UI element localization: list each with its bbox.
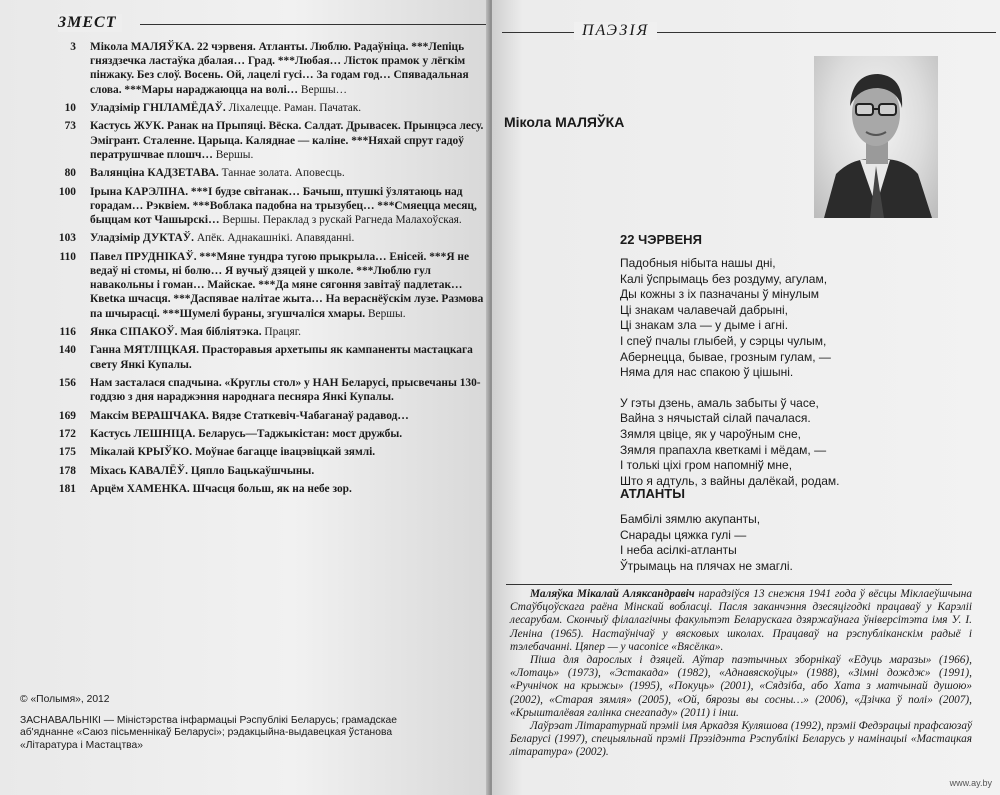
toc-title: Міхась КАВАЛЁЎ. Цяпло Бацькаўшчыны.: [90, 464, 315, 477]
contents-header: [30, 10, 490, 36]
toc-genre: Вершы.: [212, 148, 254, 161]
toc-entry: [48, 427, 486, 441]
poem-line: Падобныя нібыта нашы дні,: [620, 256, 776, 270]
founders: ЗАСНАВАЛЬНІКІ — Міністэрства інфармацыі Рэспублікі Беларусь; грамадскае аб'яднанне «Саюз пісьменнікаў Беларусі»; рэдакцыйна-выдавецкая ўстанова «Літаратура і Мастацтва»: [20, 714, 397, 751]
toc-page-number: 3: [70, 41, 76, 53]
poem-line: Абернецца, бывае, грозным гулам, —: [620, 349, 831, 364]
bio-paragraph: Лаўрэат Літаратурнай прэміі імя Аркадзя Куляшова (1992), прэміі Федэрацыі прафсаюзаў Беларусі (1997), спецыяльнай прэміі Прэзідэнта Рэспублікі Беларусь у намінацыі «Мастацкая літаратура» (2002).: [510, 720, 972, 759]
toc-genre: Вершы.: [365, 307, 406, 320]
toc-entry: [48, 185, 486, 228]
copyright: © «Полымя», 2012: [20, 694, 110, 705]
toc-genre: Ліхалецце. Раман. Пачатак.: [225, 102, 362, 114]
toc-entry: [48, 231, 486, 245]
poem-line: І толькі ціхі гром напомніў мне,: [620, 458, 793, 473]
poem-line: Ўтрымаць на плячах не змаглі.: [620, 558, 793, 573]
toc-entry: [48, 325, 486, 339]
contents-title: ЗМЕСТ: [58, 14, 122, 32]
toc-title: Нам засталася спадчына. «Круглы стол» у НАН Беларусі, прысвечаны 130-годдзю з дня нараджэння народнага песняра Янкі Купалы.: [90, 376, 481, 404]
poem-line: Што я адтуль, з вайны далёкай, родам.: [620, 473, 840, 488]
section-title: ПАЭЗІЯ: [574, 22, 657, 40]
poem-line: Бамбілі зямлю акупанты,: [620, 512, 761, 526]
poem-body: [620, 256, 839, 504]
poem-stanza: [620, 396, 839, 490]
poem-line: Ці знакам зла — у дыме і агні.: [620, 318, 789, 333]
toc-genre: Вершы…: [298, 83, 348, 96]
toc-title: Мікола МАЛЯЎКА. 22 чэрвеня. Атланты. Люблю. Радаўніца. ***Лепіць гняздзечка ластаўка дбалая… Град. ***Любая… Лісток прамок у лёгкім пінжаку. Без слоў. Восень. Ой, лацелі гусі… За годам год… Спявадальная слова. ***Мары нараджаюцца на волі…: [90, 41, 469, 96]
poem-stanza: [620, 512, 793, 574]
right-page: [492, 0, 1000, 795]
toc-page-number: 10: [64, 102, 76, 114]
toc-entry: [48, 482, 486, 496]
author-photo: [814, 56, 938, 218]
poem-line: Зямля прапахла кветкамі і мёдам, —: [620, 442, 827, 457]
watermark: www.ay.by: [949, 778, 992, 788]
toc-genre: Апёк. Аднакашнікі. Апавяданні.: [193, 232, 355, 245]
toc-title: Уладзімір ГНІЛАМЁДАЎ.: [90, 102, 226, 114]
toc-entry: [48, 343, 486, 371]
poem-line: Снарады цяжка гулі —: [620, 527, 747, 542]
toc-page-number: 181: [58, 483, 76, 496]
poem-line: Зямля цвіце, як у чароўным сне,: [620, 426, 801, 441]
toc-genre: Вершы. Пераклад з рускай Рагнеда Малахоўская.: [219, 213, 462, 226]
toc-title: Кастусь ЖУК. Ранак на Прыпяці. Вёска. Салдат. Дрывасек. Прынцэса лесу. Эмігрант. Сталенне. Царыца. Каляднае — каліне. ***Няхай спрут гадоў ператрушчвае плошч…: [90, 120, 484, 161]
toc-title: Арцём ХАМЕНКА. Шчасця больш, як на небе зор.: [90, 483, 352, 496]
author-bio: [510, 588, 972, 760]
poem-title: АТЛАНТЫ: [620, 486, 685, 501]
toc-page-number: 116: [59, 325, 76, 338]
toc-entry: [48, 101, 486, 115]
bio-paragraph: Маляўка Мікалай Аляксандравіч нарадзіўся 13 снежня 1941 года ў вёсцы Міклаеўшчына Стаўбцоўскага раёна Мінскай вобласці. Пасля заканчэння дзесяцігодкі працаваў у Карэліі лесарубам. Скончыў філалагічны факультэт Беларускага дзяржаўнага ўніверсітэта імя У. І. Леніна (1965). Настаўнічаў у вясковых школах. Працаваў на рэспубліканскім радыё і тэлебачанні. Цяпер — у часопісе «Вясёлка».: [510, 588, 972, 653]
toc-entry: [48, 409, 486, 423]
toc-title: Максім ВЕРАШЧАКА. Вядзе Статкевіч-Чабаганаў радавод…: [90, 409, 409, 422]
toc-genre: Таннае золата. Аповесць.: [218, 167, 345, 180]
toc-entry: [48, 445, 486, 459]
toc-page-number: 140: [58, 344, 76, 357]
toc-entry: [48, 464, 486, 478]
poem-line: Ці знакам чалавечай дабрыні,: [620, 302, 789, 317]
toc-title: Ірына КАРЭЛІНА. ***І будзе світанак… Бачыш, птушкі ўзлятаюць над горадам… Рэквіем. ***Воблака падобна на трызубец… ***Смяецца месяц, быццам кот Чашырскі…: [90, 185, 477, 226]
bio-paragraph: Піша для дарослых і дзяцей. Аўтар паэтычных зборнікаў «Едуць маразы» (1966), «Лотаць» (1973), «Эстакада» (1982), «Аднавяскоўцы» (1988), «Зімні дождж» (1991), «Ручнічок на крыжы» (1995), «Покуць» (2001), «Сядзіба, або Хата з матчынай душою» (2002), «Старая зямля» (2005), «Ой, бярозы вы сосны…» (2006), «Дзічка ў полі» (2007), «Крышталёвая галінка снегападу» (2011) і інш.: [510, 654, 972, 719]
toc-title: Мікалай КРЫЎКО. Моўнае багацце івацэвіцкай зямлі.: [90, 446, 376, 459]
toc-entry: [48, 166, 486, 180]
bio-author-name: Маляўка Мікалай Аляксандравіч: [530, 588, 695, 600]
left-page: [0, 0, 490, 795]
poem-line: Ды кожны з іх пазначаны ў мінулым: [620, 287, 820, 302]
portrait-illustration: [814, 56, 938, 218]
toc-page-number: 73: [64, 120, 76, 133]
poem-body: [620, 512, 793, 589]
toc-page-number: 175: [58, 446, 76, 459]
bio-rule: [506, 584, 952, 585]
poem-line: Няма для нас спакою ў цішыні.: [620, 365, 794, 380]
toc-title: Павел ПРУДНІКАЎ. ***Мяне тундра тугою прыкрыла… Енісей. ***Я не ведаў ні стомы, ні болю… Я вучыў дзяцей у школе. ***Люблю гул навакольны і гоман… Майскае. ***Да мяне сягоння завітаў падлетак… Квеtка шчасця. ***Даспявае налітае жыта… На вераснёўскім лузе. Размова па шчырасці. ***Шумелі бураны, згушчаліся хмары.: [90, 250, 484, 320]
toc-page-number: 103: [58, 232, 76, 245]
table-of-contents: [48, 40, 486, 501]
poem-line: І спеў пчалы глыбей, у сэрцы чулым,: [620, 333, 827, 348]
toc-page-number: 172: [58, 427, 76, 440]
header-rule: [140, 24, 490, 25]
toc-entry: [48, 376, 486, 404]
toc-title: Ганна МЯТЛІЦКАЯ. Прасторавыя архетыпы як кампаненты мастацкага свету Янкі Купалы.: [90, 344, 473, 371]
poem-line: І неба асілкі-атланты: [620, 543, 737, 558]
poem-stanza: [620, 256, 839, 381]
poem-title: 22 ЧЭРВЕНЯ: [620, 232, 702, 247]
toc-genre: Працяг.: [261, 325, 301, 338]
toc-title: Кастусь ЛЕШНІЦА. Беларусь—Таджыкістан: мост дружбы.: [90, 427, 403, 440]
colophon: [20, 694, 440, 752]
toc-title: Уладзімір ДУКТАЎ.: [90, 232, 194, 245]
toc-page-number: 110: [59, 250, 76, 263]
toc-page-number: 100: [58, 185, 76, 198]
toc-entry: [48, 250, 486, 321]
toc-title: Валянціна КАДЗЕТАВА.: [90, 167, 219, 180]
toc-title: Янка СІПАКОЎ. Мая бібліятэка.: [90, 325, 262, 338]
author-name: Мікола МАЛЯЎКА: [504, 114, 625, 130]
toc-page-number: 178: [58, 464, 76, 477]
poem-line: Калі ўспрымаць без роздуму, агулам,: [620, 271, 828, 286]
section-header: [502, 20, 996, 46]
toc-page-number: 80: [64, 167, 76, 180]
toc-page-number: 169: [58, 409, 76, 422]
poem-line: Вайна з нячыстай сілай пачалася.: [620, 411, 811, 426]
poem-line: У гэты дзень, амаль забыты ў часе,: [620, 395, 819, 410]
toc-page-number: 156: [58, 376, 76, 389]
toc-entry: [48, 119, 486, 162]
toc-entry: [48, 40, 486, 97]
